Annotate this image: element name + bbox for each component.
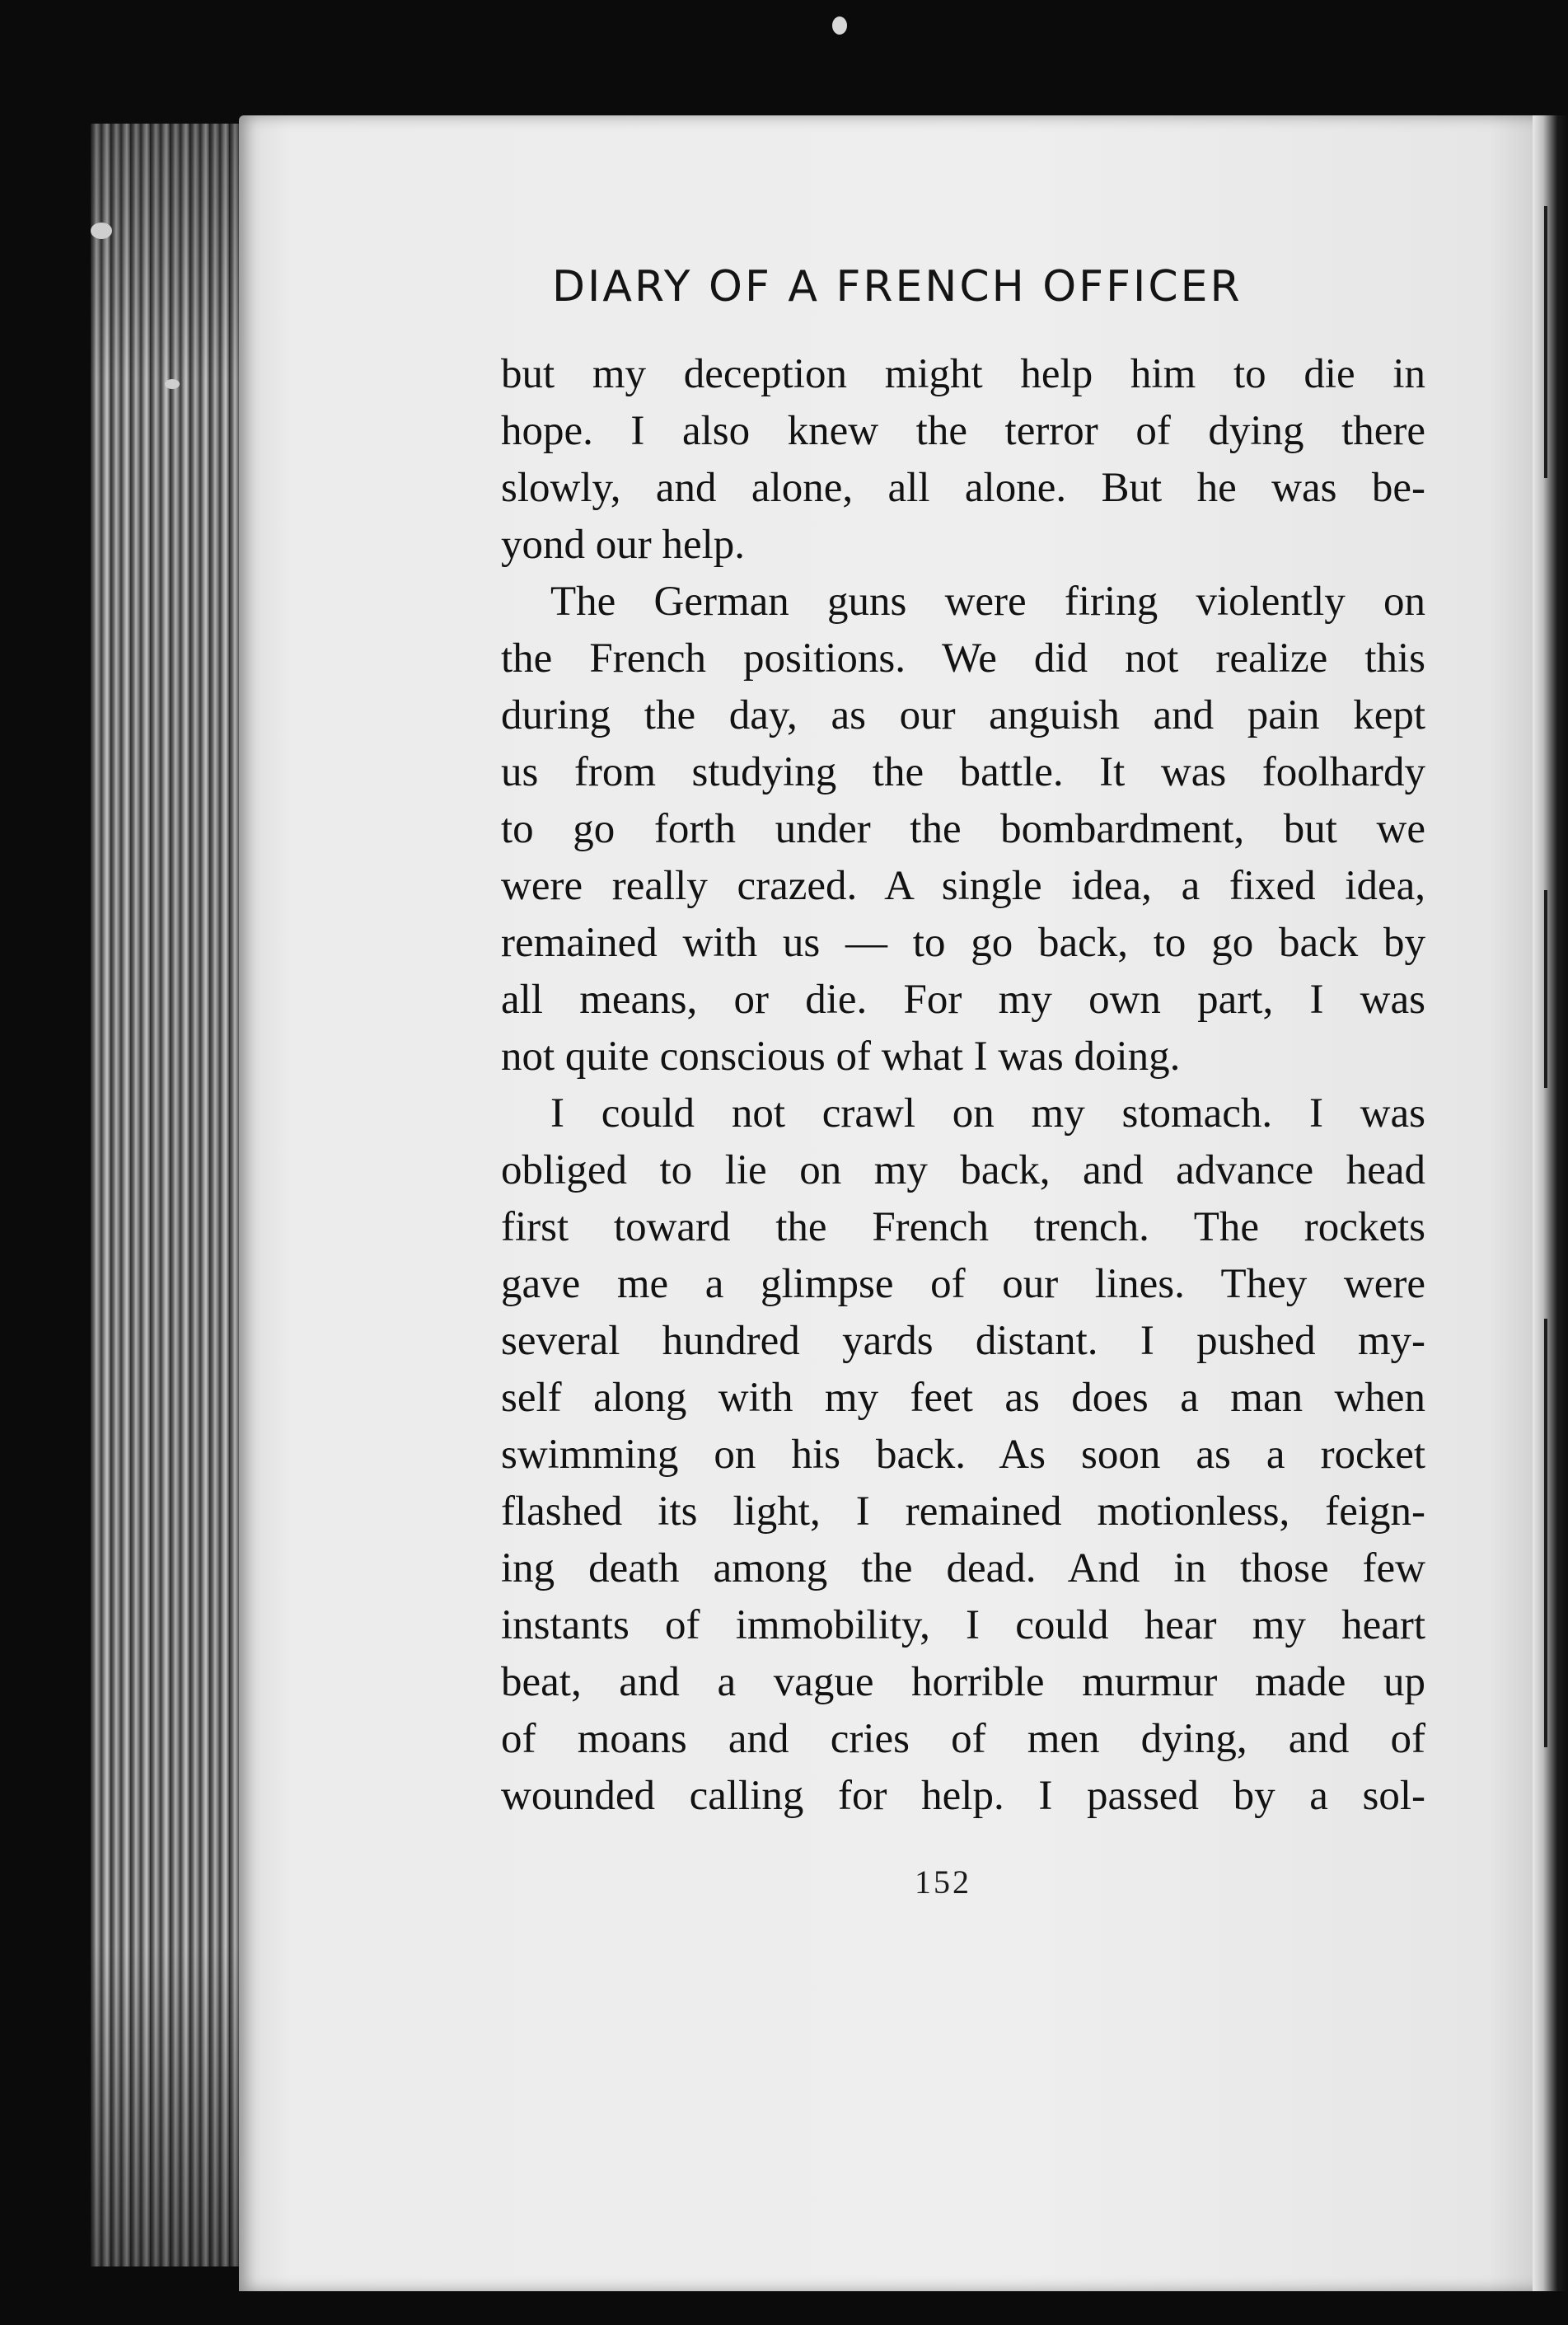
page-edge-mark (1544, 1319, 1547, 1747)
page-edge-mark (1544, 206, 1547, 478)
text-line: us from studying the battle. It was foolhardy (501, 749, 1425, 795)
running-head: DIARY OF A FRENCH OFFICER (552, 262, 1243, 312)
text-line: hope. I also knew the terror of dying there (501, 408, 1425, 454)
text-line: The German guns were firing violently on (550, 579, 1425, 625)
text-line: wounded calling for help. I passed by a sol- (501, 1773, 1425, 1819)
dust-speck (91, 223, 112, 239)
text-line: several hundred yards distant. I pushed my- (501, 1318, 1425, 1364)
body-text (501, 346, 1425, 1825)
page-number: 152 (915, 1863, 971, 1901)
text-line: gave me a glimpse of our lines. They were (501, 1261, 1425, 1307)
page-right-edge (1533, 115, 1568, 2291)
text-line: I could not crawl on my stomach. I was (550, 1090, 1425, 1137)
text-line: ing death among the dead. And in those few (501, 1545, 1425, 1591)
text-line: instants of immobility, I could hear my heart (501, 1602, 1425, 1648)
text-line: were really crazed. A single idea, a fixed idea, (501, 863, 1425, 909)
page-edge-mark (1544, 890, 1547, 1088)
text-line: flashed its light, I remained motionless, feign- (501, 1488, 1425, 1535)
text-line: not quite conscious of what I was doing. (501, 1034, 1181, 1080)
text-line: slowly, and alone, all alone. But he was be- (501, 465, 1425, 511)
text-line: remained with us — to go back, to go back by (501, 920, 1425, 966)
dust-speck (832, 16, 847, 35)
text-line: during the day, as our anguish and pain kept (501, 692, 1425, 738)
text-line: all means, or die. For my own part, I was (501, 977, 1425, 1023)
text-line: first toward the French trench. The rockets (501, 1204, 1425, 1250)
text-line: but my deception might help him to die in (501, 351, 1425, 397)
spine-shadow (91, 124, 247, 2266)
text-line: self along with my feet as does a man when (501, 1375, 1425, 1421)
dust-speck (165, 379, 180, 389)
text-line: to go forth under the bombardment, but we (501, 806, 1425, 852)
text-line: swimming on his back. As soon as a rocket (501, 1432, 1425, 1478)
text-line: the French positions. We did not realize this (501, 635, 1425, 682)
text-line: yond our help. (501, 522, 746, 568)
text-line: of moans and cries of men dying, and of (501, 1716, 1425, 1762)
text-line: beat, and a vague horrible murmur made up (501, 1659, 1425, 1705)
text-line: obliged to lie on my back, and advance head (501, 1147, 1425, 1193)
